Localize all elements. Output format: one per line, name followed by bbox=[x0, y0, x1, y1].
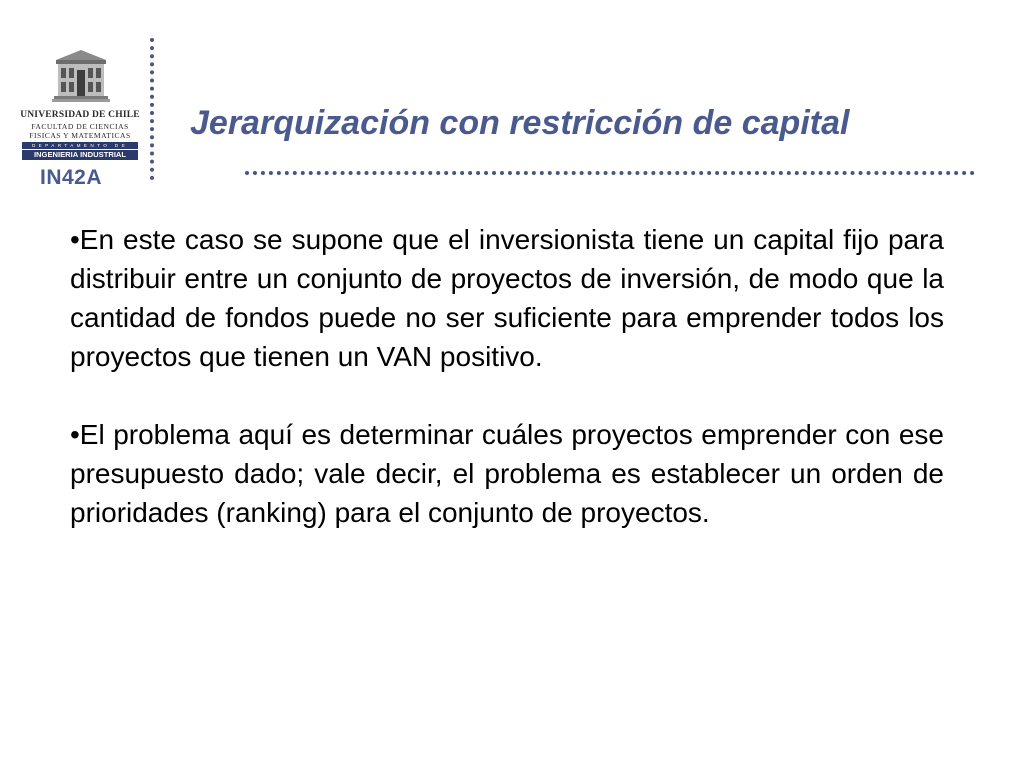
vertical-dotted-divider bbox=[150, 38, 154, 180]
slide-title: Jerarquización con restricción de capital bbox=[190, 104, 850, 142]
university-logo bbox=[18, 46, 142, 159]
bullet-list bbox=[70, 220, 944, 532]
logo-faculty-line1: FACULTAD DE CIENCIAS bbox=[31, 122, 129, 131]
bullet-item: •En este caso se supone que el inversionista tiene un capital fijo para distribuir entre un conjunto de proyectos de inversión, de modo que la cantidad de fondos puede no ser suficiente para emprender todos los proyectos que tienen un VAN positivo. bbox=[70, 224, 944, 372]
logo-department-label: DEPARTAMENTO DE bbox=[22, 142, 138, 149]
title-dotted-underline bbox=[245, 171, 975, 175]
university-building-icon bbox=[52, 46, 110, 104]
logo-department-name: INGENIERIA INDUSTRIAL bbox=[22, 150, 138, 160]
course-code: IN42A bbox=[40, 166, 103, 189]
logo-faculty-line2: FISICAS Y MATEMATICAS bbox=[29, 131, 131, 140]
logo-university-name: UNIVERSIDAD DE CHILE bbox=[20, 110, 140, 120]
bullet-item: •El problema aquí es determinar cuáles proyectos emprender con ese presupuesto dado; vale decir, el problema es establecer un orden de prioridades (ranking) para el conjunto de proyectos. bbox=[70, 419, 944, 528]
